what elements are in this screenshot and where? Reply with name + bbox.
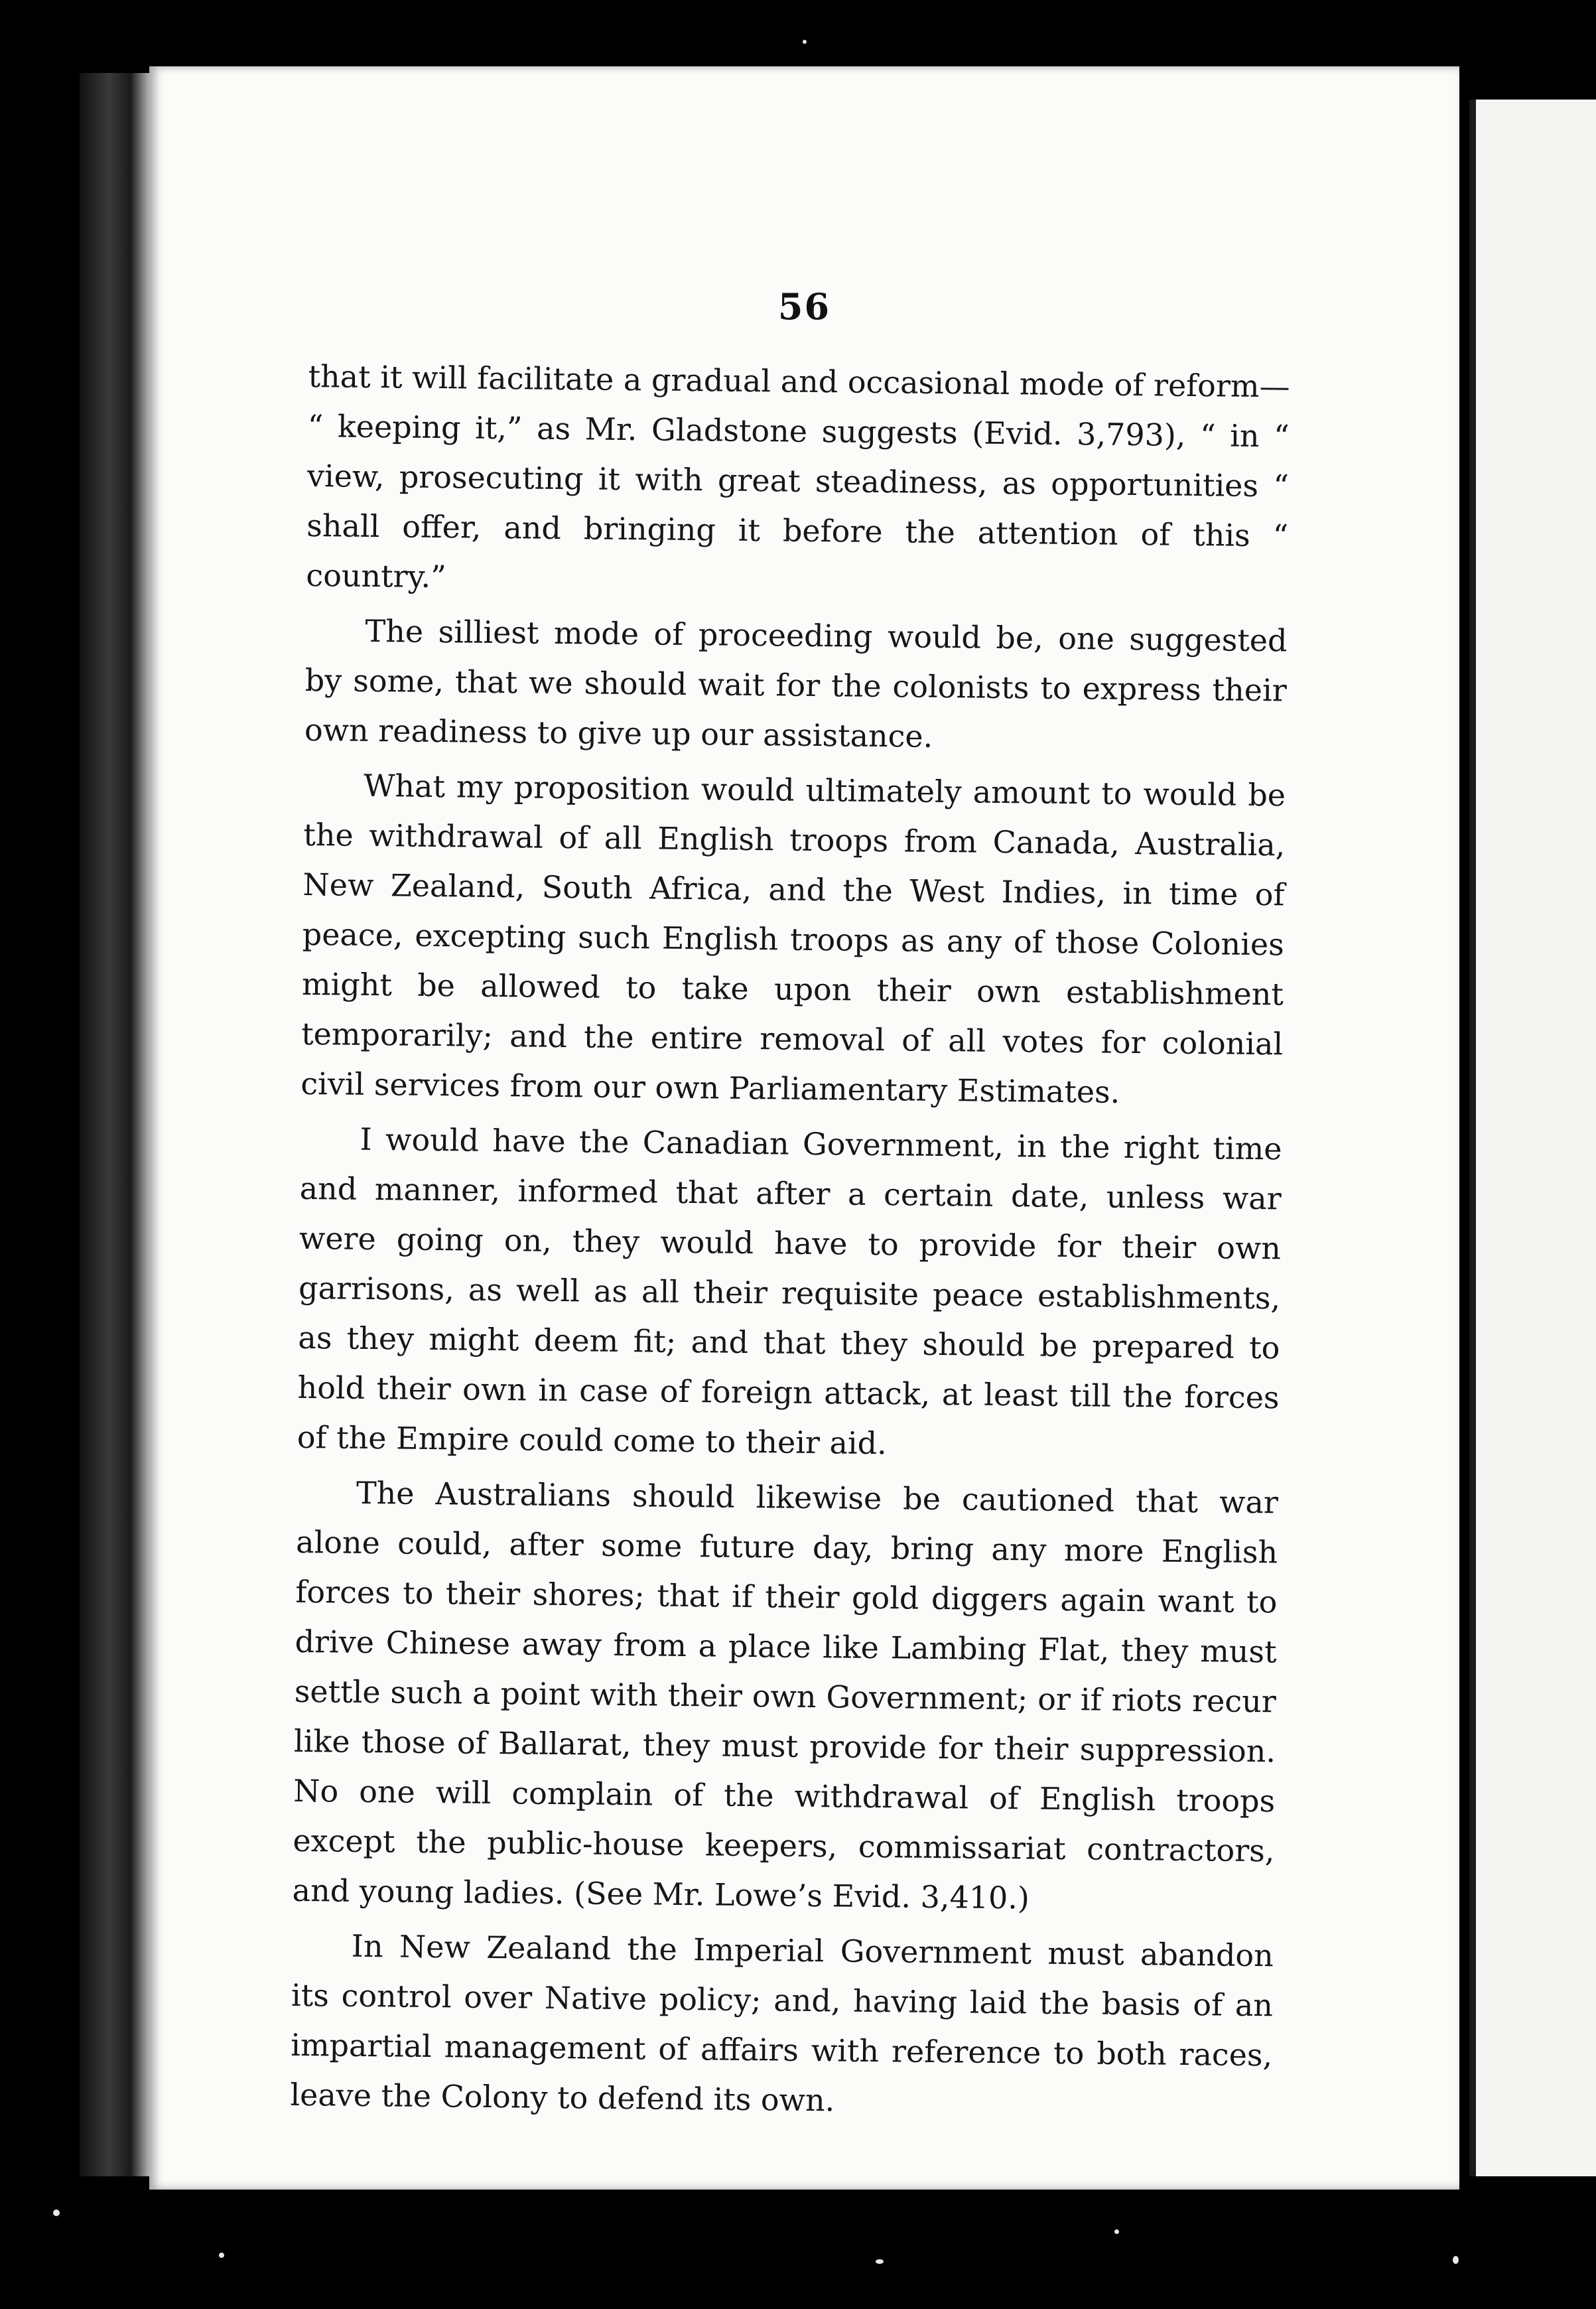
paragraph-6: In New Zealand the Imperial Government must abandon its control over Native policy; and, having laid the basis of an impartial management of affairs with reference to both races, leave the Colony to defend its own. [290,1927,1274,2119]
book-binding-edge [80,73,153,2176]
page-body-text [290,352,1290,2135]
paragraph-1: that it will facilitate a gradual and occasional mode of reform— “ keeping it,” as Mr. Gladstone suggests (Evid. 3,793), “ in “ view, prosecuting it with great steadiness, as opportunities “ shall offer, and bringing it before the attention of this “ country.” [306,358,1290,595]
paragraph-2: The silliest mode of proceeding would be, one suggested by some, that we should wait for the colonists to express their own readiness to give up our assistance. [304,612,1288,754]
page-number: 56 [777,285,831,328]
paragraph-5: The Australians should likewise be cautioned that war alone could, after some future day, bring any more English forces to their shores; that if their gold diggers again want to drive Chinese away from a place like Lambing Flat, they must settle such a point with their own Government; or if riots recur like those of Ballarat, they must provide for their suppression. No one will complain of the withdrawal of English troops except the public-house keepers, commissariat contractors, and young ladies. (See Mr. Lowe’s Evid. 3,410.) [292,1474,1279,1916]
facing-page-edge [1469,100,1596,2176]
paragraph-3: What my proposition would ultimately amount to would be the withdrawal of all English troops from Canada, Australia, New Zealand, South Africa, and the West Indies, in time of peace, excepting such English troops as any of those Colonies might be allowed to take upon their own establishment temporarily; and the entire removal of all votes for colonial civil services from our own Parliamentary Estimates. [300,767,1286,1110]
paragraph-4: I would have the Canadian Government, in the right time and manner, informed that after a certain date, unless war were going on, they would have to provide for their own garrisons, as well as all their requisite peace establishments, as they might deem fit; and that they should be prepared to hold their own in case of foreign attack, at least till the forces of the Empire could come to their aid. [297,1121,1282,1462]
book-page [149,66,1459,2190]
